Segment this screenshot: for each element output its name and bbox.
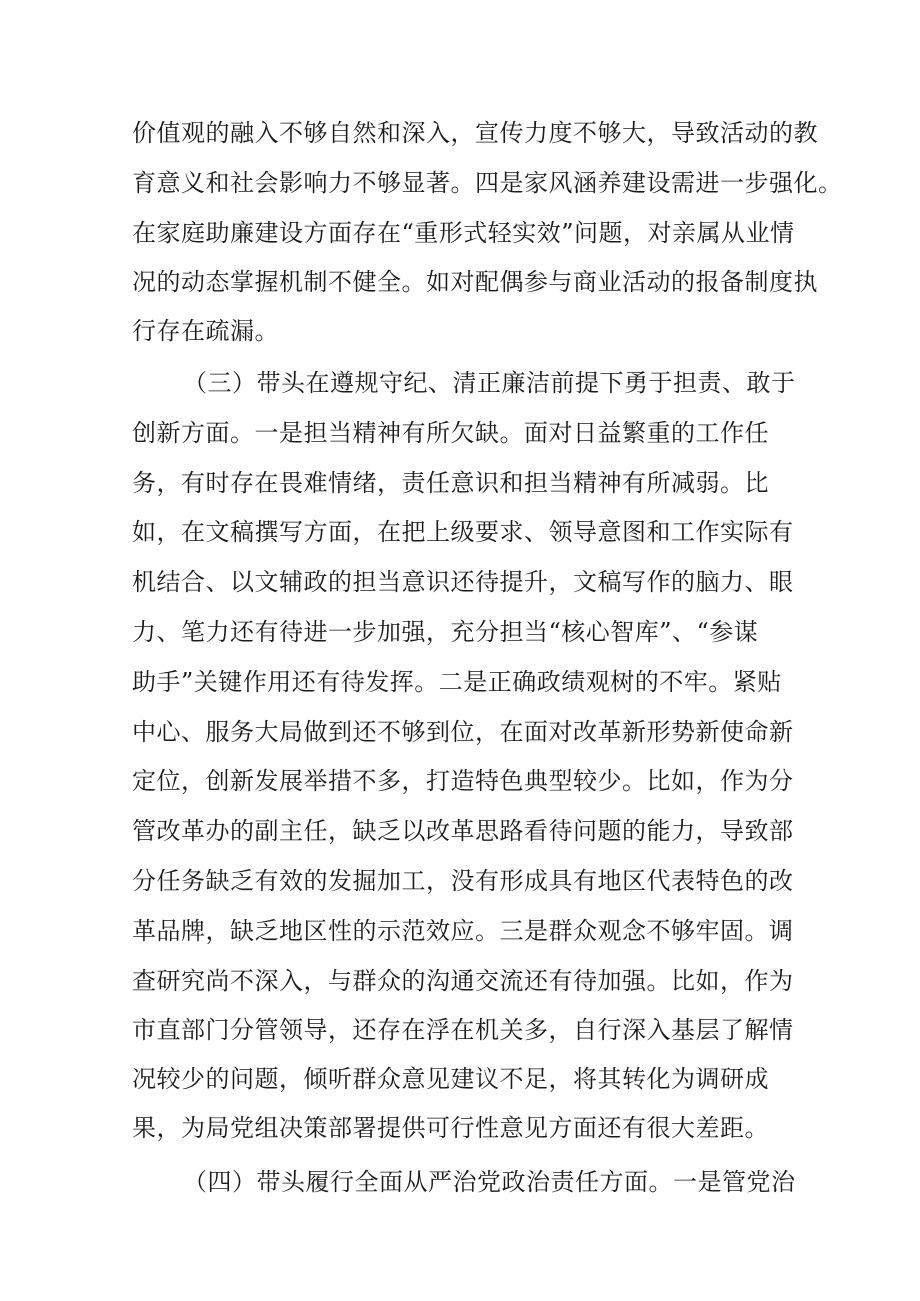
paragraph-1-line-4: 况的动态掌握机制不健全。如对配偶参与商业活动的报备制度执	[132, 268, 818, 296]
paragraph-2-line-6: 力、笔力还有待进一步加强，充分担当“核心智库”、“参谋	[132, 618, 759, 646]
paragraph-2-line-9: 定位，创新发展举措不多，打造特色典型较少。比如，作为分	[132, 767, 794, 795]
paragraph-2-line-16: 果，为局党组决策部署提供可行性意见方面还有很大差距。	[132, 1114, 769, 1142]
paragraph-2-line-13: 查研究尚不深入，与群众的沟通交流还有待加强。比如，作为	[132, 967, 794, 995]
paragraph-3-line-1: （四）带头履行全面从严治党政治责任方面。一是管党治	[183, 1168, 796, 1196]
paragraph-2-line-7: 助手”关键作用还有待发挥。二是正确政绩观树的不牢。紧贴	[132, 668, 782, 696]
paragraph-2-line-4: 如，在文稿撰写方面，在把上级要求、领导意图和工作实际有	[132, 518, 794, 546]
paragraph-2-line-11: 分任务缺乏有效的发掘加工，没有形成具有地区代表特色的改	[132, 867, 794, 895]
paragraph-1-line-3: 在家庭助廉建设方面存在“重形式轻实效”问题，对亲属从业情	[132, 219, 795, 247]
paragraph-2-line-3: 务，有时存在畏难情绪，责任意识和担当精神有所减弱。比	[132, 469, 769, 497]
paragraph-1-line-1: 价值观的融入不够自然和深入，宣传力度不够大，导致活动的教	[132, 119, 818, 147]
paragraph-2-line-5: 机结合、以文辅政的担当意识还待提升，文稿写作的脑力、眼	[132, 568, 794, 596]
paragraph-2-line-12: 革品牌，缺乏地区性的示范效应。三是群众观念不够牢固。调	[132, 917, 794, 945]
paragraph-2-line-15: 况较少的问题，倾听群众意见建议不足，将其转化为调研成	[132, 1065, 769, 1093]
paragraph-1-line-2: 育意义和社会影响力不够显著。四是家风涵养建设需进一步强化。	[132, 169, 843, 197]
paragraph-2-line-14: 市直部门分管领导，还存在浮在机关多，自行深入基层了解情	[132, 1016, 794, 1044]
paragraph-2-line-2: 创新方面。一是担当精神有所欠缺。面对日益繁重的工作任	[132, 419, 769, 447]
paragraph-2-line-1: （三）带头在遵规守纪、清正廉洁前提下勇于担责、敢于	[183, 369, 796, 397]
paragraph-1-line-5: 行存在疏漏。	[132, 317, 279, 345]
paragraph-2-line-8: 中心、服务大局做到还不够到位，在面对改革新形势新使命新	[132, 718, 794, 746]
paragraph-2-line-10: 管改革办的副主任，缺乏以改革思路看待问题的能力，导致部	[132, 817, 794, 845]
